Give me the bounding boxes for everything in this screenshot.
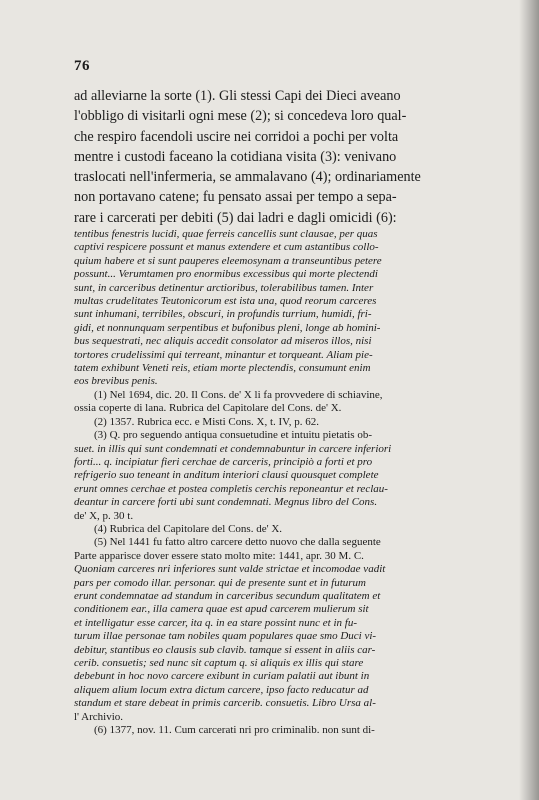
footnote-line: sunt, in carceribus detinentur arctioribus, tolerabilibus tamen. Inter <box>74 281 374 294</box>
footnote-line: multas crudelitates Teutonicorum est ista una, quod reorum carceres <box>74 295 377 308</box>
footnote-line: eos brevibus penis. <box>74 375 158 388</box>
body-line: ad alleviarne la sorte (1). Gli stessi Capi dei Dieci aveano <box>74 88 401 104</box>
footnote-line: aliquem alium locum extra dictum carcere, ipso facto reducatur ad <box>74 683 369 696</box>
footnote-line: tortores crudelissimi qui terreant, minantur et torqueant. Aliam pie- <box>74 348 373 361</box>
footnotes <box>74 228 476 737</box>
footnote-line: forti... q. incipiatur fieri cerchae de carceris, principiò a forti et pro <box>74 455 373 468</box>
footnote-line: l' Archivio. <box>74 710 124 723</box>
footnote-line: de' X, p. 30 t. <box>74 509 134 522</box>
footnote-line: erunt omnes cerchae et postea completis cerchis reponeantur et reclau- <box>74 482 388 495</box>
footnote-line: debebunt in hoc novo carcere exibunt in curiam palatii aut ibunt in <box>74 670 370 683</box>
footnote-line: quium habere et si sunt pauperes eleemosynam a transeuntibus petere <box>74 254 382 267</box>
footnote-line: possunt... Verumtamen pro enormibus excessibus qui morte plectendi <box>74 268 378 281</box>
body-line: traslocati nell'infermeria, se ammalavano (4); ordinariamente <box>74 169 421 186</box>
footnote-line: captivi respicere possunt et manus extendere et cum astantibus collo- <box>74 241 379 254</box>
body-line: l'obbligo di visitarli ogni mese (2); si concedeva loro qual- <box>74 108 407 125</box>
main-paragraph <box>74 86 476 228</box>
footnote-line: Parte apparisce dover essere stato molto mite: 1441, apr. 30 M. C. <box>74 549 364 562</box>
body-line: rare i carcerati per debiti (5) dai ladri e dagli omicidi (6): <box>74 209 397 226</box>
footnote-line: et intelligatur esse carcer, ita q. in ea stare possint nunc et in fu- <box>74 616 358 629</box>
footnote-line: sunt inhumani, terribiles, obscuri, in profundis turrium, humidi, fri- <box>74 308 372 321</box>
footnote-line: bus sequestrati, nec aliquis accedit consolator ad miseros illos, nisi <box>74 335 372 348</box>
footnote-line: conditionem ear., illa camera quae est apud carcerem mulierum sit <box>74 603 369 616</box>
body-line: mentre i custodi faceano la cotidiana visita (3): venivano <box>74 148 397 165</box>
footnote-line: (5) Nel 1441 fu fatto altro carcere detto nuovo che dalla seguente <box>94 536 381 549</box>
footnote-line: (6) 1377, nov. 11. Cum carcerati nri pro criminalib. non sunt di- <box>94 724 375 737</box>
footnote-line: tatem exhibunt Veneti reis, etiam morte plectendis, consumunt enim <box>74 362 371 375</box>
footnote-line: (4) Rubrica del Capitolare del Cons. de' X. <box>94 522 283 535</box>
footnote-line: erunt condemnatae ad standum in carceribus secundum qualitatem et <box>74 589 381 602</box>
footnote-line: gidi, et nonnunquam serpentibus et bufonibus pleni, longe ab homini- <box>74 321 381 334</box>
footnote-line: debitur, stantibus eo clausis sub clavib. tamque si essent in aliis car- <box>74 643 376 656</box>
footnote-line: cerib. consuetis; sed nunc sit captum q. si aliquis ex illis qui stare <box>74 657 364 669</box>
footnote-line: deantur in carcere forti ubi sunt condemnati. Megnus libro del Cons. <box>74 496 378 509</box>
body-line: non portavano catene; fu pensato assai per tempo a sepa- <box>74 189 397 206</box>
footnote-line: tentibus fenestris lucidi, quae ferreis cancellis sunt clausae, per quas <box>74 228 378 240</box>
footnote-line: (2) 1357. Rubrica ecc. e Misti Cons. X, t. IV, p. 62. <box>94 415 319 428</box>
footnote-line: turum illae personae tam nobiles quam populares quae smo Duci vi- <box>74 630 377 643</box>
footnote-line: refrigerio suo teneant in anditum interiori clausi quousquet complete <box>74 469 379 482</box>
body-line: che respiro facendoli uscire nei corridoi a pochi per volta <box>74 128 399 145</box>
footnote-line: standum et stare debeat in primis carcerib. consuetis. Libro Ursa al- <box>74 697 376 710</box>
page-number: 76 <box>74 58 90 74</box>
footnote-line: (1) Nel 1694, dic. 20. Il Cons. de' X li fa provvedere di schiavine, <box>94 388 383 401</box>
page-edge-shadow <box>519 0 539 800</box>
footnote-line: ossia coperte di lana. Rubrica del Capitolare del Cons. de' X. <box>74 402 342 415</box>
footnote-line: suet. in illis qui sunt condemnati et condemnabuntur in carcere inferiori <box>74 442 392 455</box>
footnote-line: pars per comodo illar. personar. qui de presente sunt et in futurum <box>74 576 366 589</box>
footnote-line: (3) Q. pro seguendo antiqua consuetudine et intuitu pietatis ob- <box>94 429 372 442</box>
footnote-line: Quoniam carceres nri inferiores sunt valde strictae et incomodae vadit <box>74 563 386 576</box>
